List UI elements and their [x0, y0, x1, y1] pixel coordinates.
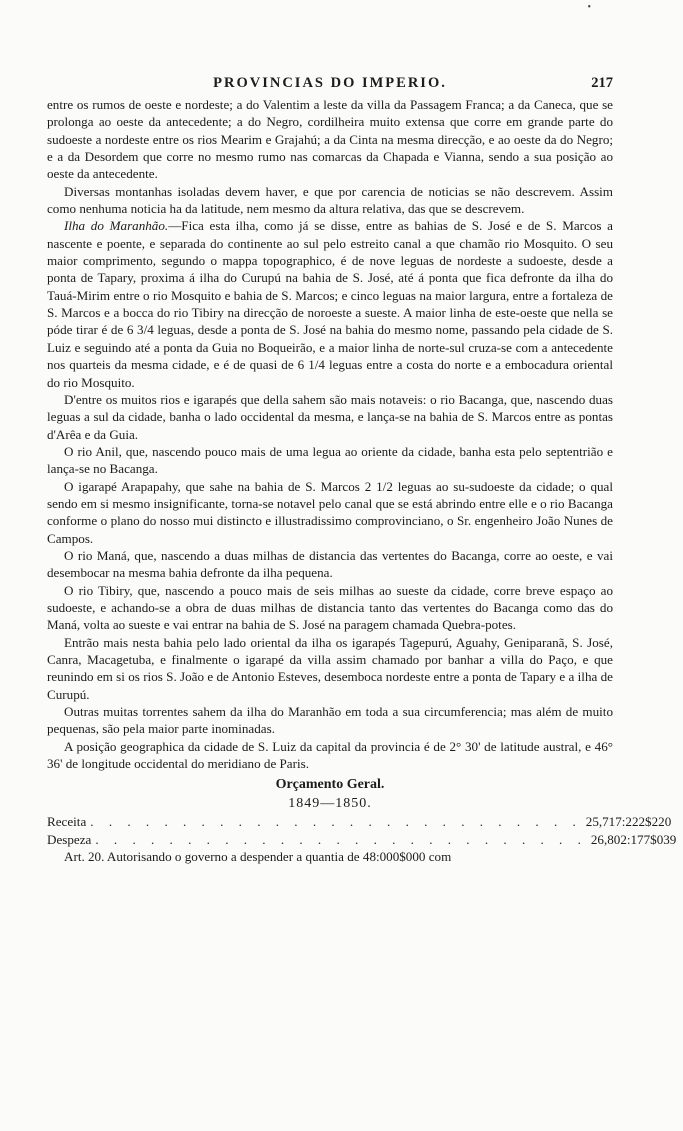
- page-header: [47, 72, 613, 94]
- budget-row-value: 26,802:177$039: [590, 831, 677, 847]
- paragraph-igarapes-oriental: Entrão mais nesta bahia pelo lado oriental da ilha os igarapés Tagepurú, Aguahy, Geniparanã, S. José, Canra, Macagetuba, e finalmente o igarapé da villa assim chamado por banhar a villa do Paço, e que reunindo em si os rios S. João e de Antonio Esteves, desemboca nordeste entre a ponta de Tapary e a ilha de Curupú.: [47, 634, 613, 702]
- paragraph-geographic-position: A posição geographica da cidade de S. Luiz da capital da provincia é de 2° 30' de latitude austral, e 46° 36' de longitude occidental do meridiano de Paris.: [47, 738, 613, 772]
- budget-row-despeza: [47, 831, 677, 848]
- paragraph-rio-tibiry: O rio Tibiry, que, nascendo a pouco mais de seis milhas ao sueste da cidade, corre breve espaço ao sudoeste, e achando-se a obra de duas milhas de distancia tanto das vertentes do Bacanga como das do Maná, volta ao sueste e vai entrar na bahia de S. José na paragem chamada Quebra-potes.: [47, 582, 613, 633]
- paragraph-ilha-do-maranhao: [47, 217, 613, 390]
- island-description: —Fica esta ilha, como já se disse, entre as bahias de S. José e de S. Marcos a nascente e poente, e separada do continente ao sul pelo estreito canal a que chamão rio Mosquito. O seu maior comprimento, segundo o mappa topographico, é de nove leguas de nordeste a sudoeste, desde a ponta de Tapary, proxima á ilha do Curupú na bahia de S. José, até á ponta que fica defronte da ilha do Tauá-Mirim entre o rio Mosquito e bahia de S. Marcos; e cinco leguas na maior largura, entre a fortaleza de S. Marcos e a bocca do rio Tibiry na direcção de noroeste a sueste. A maior linha de este-oeste que nella se póde tirar é de 6 3/4 leguas, desde a ponta de S. José na bahia do mesmo nome, passando pela cidade de S. Luiz e seguindo até a ponta da Guia no Boqueirão, e a maior linha de norte-sul cruza-se com a antecedente nos quarteis da mesma cidade, e é de quasi de 6 1/4 leguas entre a costa do norte e a embocadura oriental do rio Mosquito.: [47, 218, 613, 390]
- leader-dots: . . . . . . . . . . . . . . . . . . . . . . . . . . .: [95, 831, 587, 847]
- paragraph-torrentes: Outras muitas torrentes sahem da ilha do Maranhão em toda a sua circumferencia; mas além de muito pequenas, são pela maior parte inominadas.: [47, 704, 613, 737]
- paragraph-mountains-continued: entre os rumos de oeste e nordeste; a do Valentim a leste da villa da Passagem Franca; a da Caneca, que se prolonga ao oeste da antecedente; a do Negro, cordilheira muito extensa que corre em grande parte do sudoeste a nordeste entre os rios Mearim e Grajahú; a da Cinta na mesma direcção, e ao oeste da do Negro; e a da Desordem que corre no mesmo rumo nas comarcas da Chapada e Vianna, sendo a sua posição ao oeste da antecedente.: [47, 97, 613, 182]
- corner-mark: •: [587, 2, 591, 13]
- document-page: [47, 72, 677, 865]
- budget-years: 1849—1850.: [288, 796, 372, 812]
- budget-row-receita: [47, 813, 672, 830]
- budget-row-value: 25,717:222$220: [585, 814, 672, 830]
- paragraph-rio-mana: O rio Maná, que, nascendo a duas milhas de distancia das vertentes do Bacanga, corre ao oeste, e vai desembocar na mesma bahia defronte da ilha pequena.: [47, 547, 613, 581]
- paragraph-igarape-arapapahy: O igarapé Arapapahy, que sahe na bahia de S. Marcos 2 1/2 leguas ao su-sudoeste da cidade; o qual sendo em si mesmo insignificante, torna-se notavel pelo canal que se está abrindo entre elle e o rio Bacanga conforme o plano do nosso mui distincto e illustradissimo comprovinciano, o Sr. engenheiro João Nunes de Campos.: [47, 478, 613, 546]
- budget-row-label: Despeza: [47, 831, 92, 847]
- running-title: PROVINCIAS DO IMPERIO.: [213, 75, 447, 91]
- leader-dots: . . . . . . . . . . . . . . . . . . . . . . . . . . .: [90, 814, 582, 830]
- budget-title: Orçamento Geral.: [275, 777, 385, 793]
- paragraph-rivers-bacanga: D'entre os muitos rios e igarapés que della sahem são mais notaveis: o rio Bacanga, que, nascendo duas leguas a sul da cidade, banha o lado occidental da mesma, e lança-se na bahia de S. Marcos entre as pontas d'Arêa e da Guia.: [47, 391, 613, 442]
- budget-row-label: Receita: [47, 814, 87, 830]
- island-heading: Ilha do Maranhão.: [64, 218, 169, 234]
- paragraph-rio-anil: O rio Anil, que, nascendo pouco mais de uma legua ao oriente da cidade, banha esta pelo septentrião e lança-se no Bacanga.: [47, 443, 613, 477]
- page-number: 217: [591, 75, 613, 91]
- article-20: Art. 20. Autorisando o governo a despender a quantia de 48:000$000 com: [64, 849, 452, 865]
- budget-section: [47, 776, 613, 813]
- paragraph-isolated-mountains: Diversas montanhas isoladas devem haver, e que por carencia de noticias se não descrevem. Assim como nenhuma noticia ha da latitude, nem mesmo da altura relativa, das que se descrevem.: [47, 183, 613, 217]
